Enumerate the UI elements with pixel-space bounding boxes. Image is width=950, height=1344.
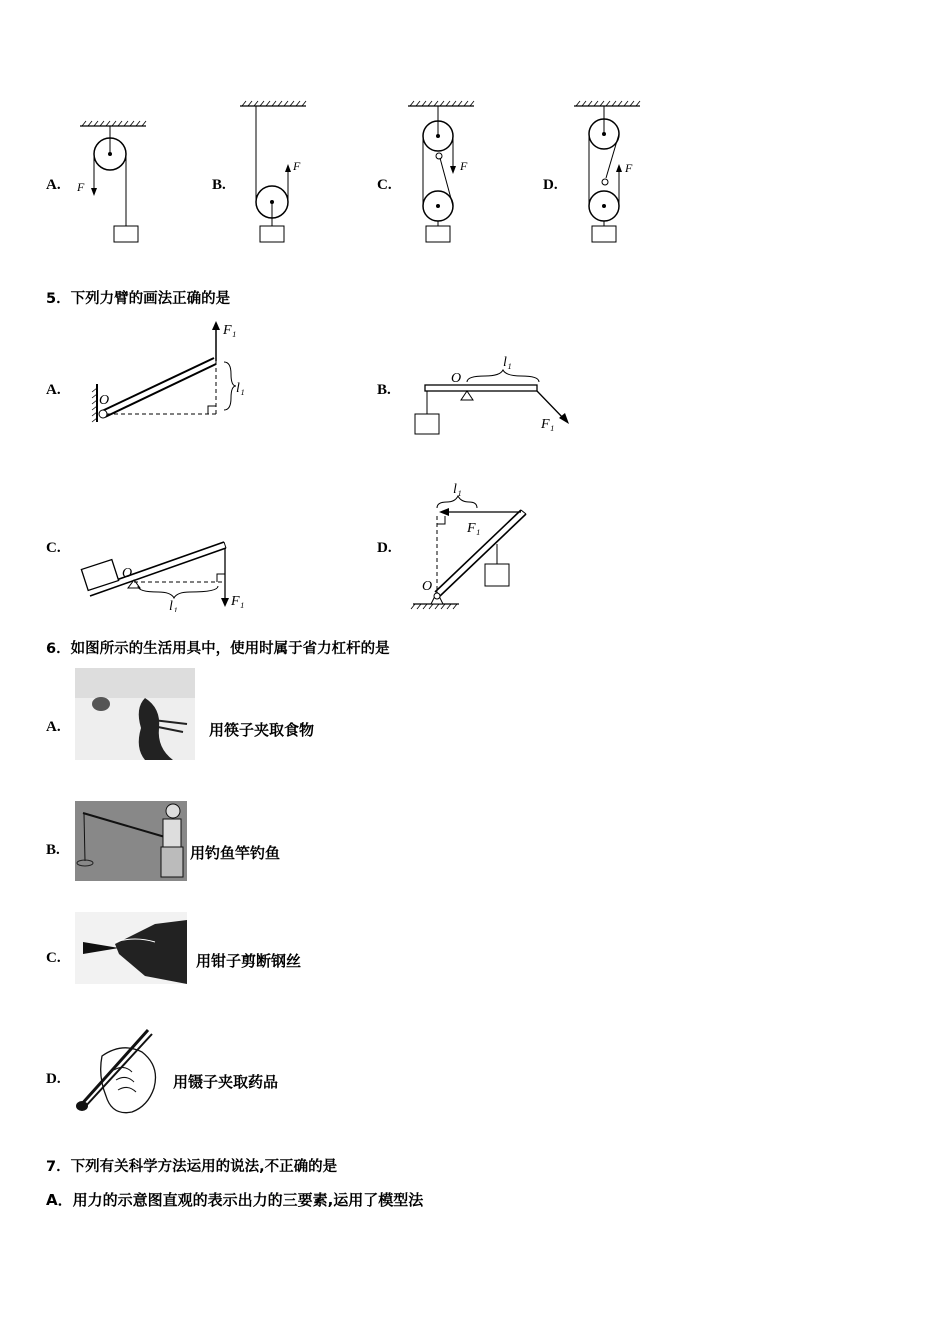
q5-d-arm-label: l₁ <box>453 482 462 497</box>
q7-option-a[interactable]: A．用力的示意图直观的表示出力的三要素,运用了模型法 <box>46 1191 424 1209</box>
q6-option-d-caption: 用镊子夹取药品 <box>173 1073 279 1091</box>
q4-diagram-b <box>232 96 322 248</box>
q6-option-a-label[interactable]: A. <box>46 719 61 735</box>
q7-stem: 7．下列有关科学方法运用的说法,不正确的是 <box>46 1159 338 1175</box>
q4-c-force-label: F <box>460 159 468 173</box>
q6-picture-d-tweezers <box>72 1026 172 1116</box>
q6-option-c-caption: 用钳子剪断钢丝 <box>196 952 302 970</box>
q6-picture-c-pliers <box>75 912 187 984</box>
q4-option-a-label[interactable]: A. <box>46 177 61 193</box>
q5-a-force-label: F₁ <box>223 323 237 338</box>
q6-option-d-label[interactable]: D. <box>46 1071 61 1087</box>
q5-option-b-label[interactable]: B. <box>377 382 391 398</box>
q4-diagram-c <box>400 96 490 248</box>
q4-option-c-label[interactable]: C. <box>377 177 392 193</box>
q5-b-pivot-label: O <box>451 371 462 386</box>
q5-a-arm-label: l₁ <box>236 381 245 396</box>
q5-diagram-d <box>405 480 545 612</box>
q5-a-pivot-label: O <box>99 393 110 408</box>
q5-c-pivot-label: O <box>122 566 133 581</box>
q5-diagram-a <box>86 318 261 443</box>
q5-stem: 5．下列力臂的画法正确的是 <box>46 291 231 307</box>
q5-c-arm-label: l₁ <box>169 599 178 612</box>
q4-option-d-label[interactable]: D. <box>543 177 558 193</box>
q4-diagram-d <box>566 96 656 248</box>
q6-option-b-label[interactable]: B. <box>46 842 60 858</box>
q6-picture-b-fishing <box>75 801 187 881</box>
q6-stem: 6．如图所示的生活用具中，使用时属于省力杠杆的是 <box>46 641 390 657</box>
q5-c-force-label: F₁ <box>231 594 245 609</box>
q5-option-a-label[interactable]: A. <box>46 382 61 398</box>
q6-option-a-caption: 用筷子夹取食物 <box>209 721 315 739</box>
q5-diagram-c <box>78 532 258 612</box>
q4-a-force-label: F <box>77 180 85 194</box>
q6-option-b-caption: 用钓鱼竿钓鱼 <box>190 844 281 862</box>
q6-picture-a-chopsticks <box>75 668 195 760</box>
q5-option-d-label[interactable]: D. <box>377 540 392 556</box>
q4-b-force-label: F <box>293 159 301 173</box>
q6-option-c-label[interactable]: C. <box>46 950 61 966</box>
q5-b-arm-label: l₁ <box>503 355 512 370</box>
q4-diagram-a <box>70 118 160 248</box>
q5-option-c-label[interactable]: C. <box>46 540 61 556</box>
q5-b-force-label: F₁ <box>541 417 555 432</box>
q5-d-force-label: F₁ <box>467 521 481 536</box>
q5-diagram-b <box>405 352 580 444</box>
q4-d-force-label: F <box>625 161 633 175</box>
q4-option-b-label[interactable]: B. <box>212 177 226 193</box>
q5-d-pivot-label: O <box>422 579 433 594</box>
